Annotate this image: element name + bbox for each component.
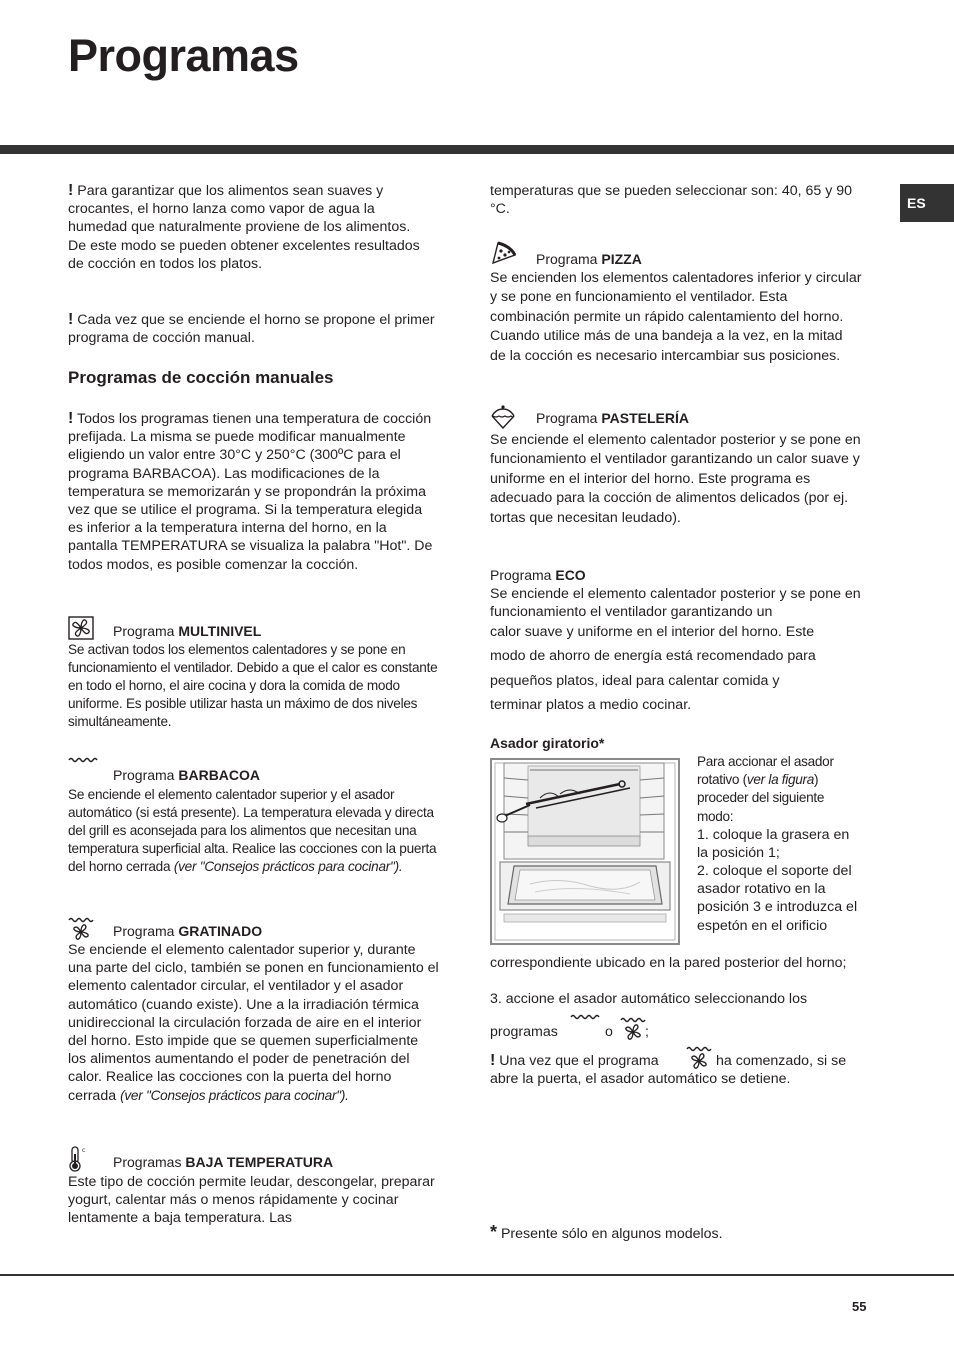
program-name-gratinado: GRATINADO — [178, 923, 263, 939]
program-text-multinivel: Se activan todos los elementos calentadores y se pone en funcionamiento el ventilador. Debido a que el calor es constante en todo el horno, el aire cocina y dora la comida de modo uniforme. Es posible utilizar hasta un máximo de dos niveles simultáneamente. — [68, 642, 438, 729]
section-heading-asador: Asador giratorio* — [490, 735, 605, 751]
cake-icon — [490, 404, 516, 430]
asador-step-1: 1. coloque la grasera en la posición 1; — [697, 827, 850, 862]
program-name-barbacoa: BARBACOA — [178, 767, 261, 783]
grill-fan-icon — [620, 1016, 646, 1042]
note-steam-text: Para garantizar que los alimentos sean suaves y crocantes, el horno lanza como vapor de agua la humedad que naturalmente proviene de los alimentos. De este modo se pueden obtener excelentes resultados de cocción en todos los platos. — [68, 183, 420, 272]
program-title-pasteleria: Programa PASTELERÍA — [536, 410, 689, 426]
note-steam — [68, 182, 430, 273]
program-name-pasteleria: PASTELERÍA — [601, 410, 689, 426]
program-text-eco-5: terminar platos a medio cocinar. — [490, 697, 692, 713]
program-text-eco-2: calor suave y uniforme en el interior del horno. Este — [490, 624, 815, 640]
program-name-baja: BAJA TEMPERATURA — [185, 1154, 334, 1170]
svg-text:c: c — [82, 1147, 86, 1154]
program-title-pizza: Programa PIZZA — [536, 251, 642, 267]
section-heading-manual: Programas de cocción manuales — [68, 368, 334, 387]
asador-step-3-or: o — [605, 1024, 613, 1040]
program-name-multinivel: MULTINIVEL — [178, 623, 262, 639]
exclamation-icon: ! — [490, 1052, 496, 1069]
asador-step-2-cont: correspondiente ubicado en la pared posterior del horno; — [490, 955, 847, 971]
note-temperature-text: Todos los programas tienen una temperatura de cocción prefijada. La misma se puede modificar manualmente eligiendo un valor entre 30°C y 250°C (300ºC para el programa BARBACOA). Las modificaciones de la temperatura se memorizarán y se propondrán la próxima vez que se utilice el programa. Si la temperatura elegida es inferior a la temperatura interna del horno, en la pantalla TEMPERATURA se visualiza la palabra "Hot". De todos modos, es posible comenzar la cocción. — [68, 411, 433, 573]
top-element-icon — [68, 756, 98, 764]
asador-step-3: 3. accione el asador automático seleccionando los — [490, 991, 808, 1007]
asador-step-2: 2. coloque el soporte del asador rotativo en la posición 3 e introduzca el espetón en el orificio — [697, 863, 858, 934]
program-title-baja: Programas BAJA TEMPERATURA — [113, 1154, 334, 1170]
top-element-icon — [570, 1013, 600, 1021]
footnote: * Presente sólo en algunos modelos. — [490, 1222, 723, 1242]
thermometer-icon — [68, 1146, 88, 1172]
exclamation-icon: ! — [68, 311, 74, 328]
program-text-baja: Este tipo de cocción permite leudar, descongelar, preparar yogurt, calentar más o menos rápidamente y cocinar lentamente a baja temperatura. Las — [68, 1174, 435, 1227]
exclamation-icon: ! — [68, 182, 74, 199]
footer-rule — [0, 1274, 954, 1276]
program-title-eco: Programa ECO — [490, 567, 586, 583]
program-text-pasteleria: Se enciende el elemento calentador posterior y se pone en funcionamiento el ventilador garantizando un calor suave y uniforme en el interior del horno. Este programa es adecuado para la cocción de alimentos delicados (por ej. tortas que necesitan leudado). — [490, 432, 861, 526]
pizza-icon — [490, 241, 518, 265]
program-name-pizza: PIZZA — [601, 251, 642, 267]
page-number: 55 — [852, 1299, 867, 1314]
asador-warning-b: ha comenzado, si se abre la puerta, el asador automático se detiene. — [490, 1053, 847, 1088]
baja-continuation: temperaturas que se pueden seleccionar son: 40, 65 y 90 °C. — [490, 183, 853, 218]
fan-with-elements-icon — [68, 616, 94, 640]
program-title-gratinado: Programa GRATINADO — [113, 923, 263, 939]
right-column — [490, 0, 868, 1270]
grill-fan-icon — [68, 916, 94, 942]
page-title: Programas — [68, 30, 299, 81]
asador-step-3-programs: programas — [490, 1024, 558, 1040]
oven-rotisserie-illustration — [490, 758, 680, 945]
note-first-program — [68, 311, 438, 347]
left-column — [68, 0, 446, 1270]
note-temperature — [68, 410, 436, 574]
program-text-eco-1: Se enciende el elemento calentador posterior y se pone en funcionamiento el ventilador garantizando un — [490, 586, 861, 621]
program-name-eco: ECO — [555, 567, 586, 583]
note-first-program-text: Cada vez que se enciende el horno se propone el primer programa de cocción manual. — [68, 312, 435, 347]
program-text-barbacoa: Se enciende el elemento calentador superior y el asador automático (si está presente). La temperatura elevada y directa del grill es aconsejada para los alimentos que necesitan una temperatura superficial alta. Realice las cocciones con la puerta del horno cerrada (ver "Consejos prácticos para cocinar"). — [68, 787, 437, 874]
asador-step-3-end: ; — [645, 1024, 649, 1040]
asador-warning-a: ! Una vez que el programa — [490, 1052, 659, 1069]
language-tab: ES — [900, 184, 954, 222]
exclamation-icon: ! — [68, 410, 74, 427]
program-text-eco-4: pequeños platos, ideal para calentar comida y — [490, 673, 780, 689]
program-text-gratinado: Se enciende el elemento calentador superior y, durante una parte del ciclo, también se ponen en funcionamiento el elemento calentador circular, el ventilador y el asador automático (cuando existe). Une a la irradiación térmica unidireccional la circulación forzada de aire en el interior del horno. Esto impide que se quemen superficialmente los alimentos aumentando el poder de penetración del calor. Realice las cocciones con la puerta del horno cerrada (ver "Consejos prácticos para cocinar"). — [68, 942, 439, 1104]
program-title-barbacoa: Programa BARBACOA — [113, 767, 261, 783]
program-text-eco-3: modo de ahorro de energía está recomendado para — [490, 648, 816, 664]
asador-intro: Para accionar el asador rotativo (ver la figura) proceder del siguiente modo: — [697, 754, 834, 824]
program-title-multinivel: Programa MULTINIVEL — [113, 623, 262, 639]
program-text-pizza: Se encienden los elementos calentadores inferior y circular y se pone en funcionamiento el ventilador. Esta combinación permite un rápido calentamiento del horno. Cuando utilice más de una bandeja a la vez, en la mitad de la cocción es necesario intercambiar sus posiciones. — [490, 270, 862, 364]
